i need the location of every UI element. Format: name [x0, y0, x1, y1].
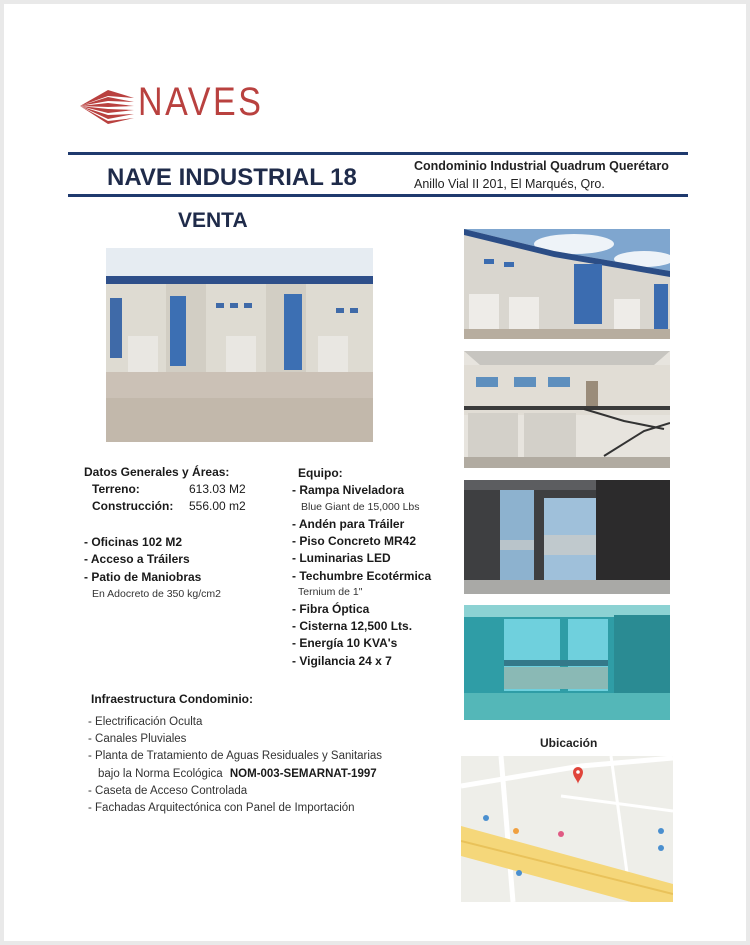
exterior-photo — [464, 229, 670, 339]
construccion-value: 556.00 m2 — [189, 499, 246, 513]
equipo-item: - Cisterna 12,500 Lts. — [292, 619, 413, 633]
equipo-item: - Luminarias LED — [292, 551, 391, 565]
equipo-item: - Vigilancia 24 x 7 — [292, 654, 392, 668]
datos-item: - Acceso a Tráilers — [84, 552, 190, 566]
datos-item: - Patio de Maniobras — [84, 570, 202, 584]
brochure-page — [4, 4, 746, 941]
infra-heading: Infraestructura Condominio: — [91, 692, 254, 706]
patio-note: En Adocreto de 350 kg/cm2 — [92, 588, 221, 600]
construccion-label: Construcción: — [92, 499, 174, 513]
ubicacion-heading: Ubicación — [540, 736, 598, 750]
header-rule-top — [68, 152, 688, 155]
datos-item: - Oficinas 102 M2 — [84, 535, 183, 549]
infra-item: - Planta de Tratamiento de Aguas Residuales y Sanitarias — [88, 750, 383, 762]
infra-norma — [98, 768, 377, 780]
main-exterior-photo — [106, 248, 373, 442]
equipo-item: - Rampa Niveladora — [292, 483, 405, 497]
equipo-item: - Techumbre Ecotérmica — [292, 569, 432, 583]
infra-item: - Electrificación Oculta — [88, 716, 203, 728]
datos-heading: Datos Generales y Áreas: — [84, 465, 230, 479]
equipo-item: - Piso Concreto MR42 — [292, 534, 417, 548]
infra-item: - Canales Pluviales — [88, 733, 187, 745]
equipo-item: - Fibra Óptica — [292, 602, 370, 616]
norma-prefix: bajo la Norma Ecológica — [98, 768, 223, 780]
logo-mark-icon — [78, 86, 136, 126]
loading-dock-photo — [464, 351, 670, 468]
equipo-item: - Energía 10 KVA's — [292, 636, 398, 650]
naves-logo — [78, 80, 264, 130]
interior-office-photo — [464, 480, 670, 594]
interior-window-photo — [464, 605, 670, 720]
norma-code: NOM-003-SEMARNAT-1997 — [229, 768, 377, 780]
condo-address: Anillo Vial II 201, El Marqués, Qro. — [414, 177, 605, 191]
infra-item: - Caseta de Acceso Controlada — [88, 785, 248, 797]
equipo-item: - Andén para Tráiler — [292, 517, 405, 531]
equipo-heading: Equipo: — [298, 466, 343, 480]
infra-item: - Fachadas Arquitectónica con Panel de Importación — [88, 802, 355, 814]
page-title: NAVE INDUSTRIAL 18 — [107, 164, 357, 191]
logo-wordmark: NAVES — [138, 80, 264, 124]
equipo-note: Blue Giant de 15,000 Lbs — [301, 501, 420, 513]
terreno-label: Terreno: — [92, 482, 140, 496]
equipo-note: Ternium de 1" — [298, 586, 363, 598]
terreno-value: 613.03 M2 — [189, 482, 246, 496]
condo-name: Condominio Industrial Quadrum Querétaro — [414, 159, 669, 173]
operation-label: VENTA — [178, 209, 248, 232]
header-rule-bottom — [68, 194, 688, 197]
location-map[interactable] — [461, 756, 673, 902]
